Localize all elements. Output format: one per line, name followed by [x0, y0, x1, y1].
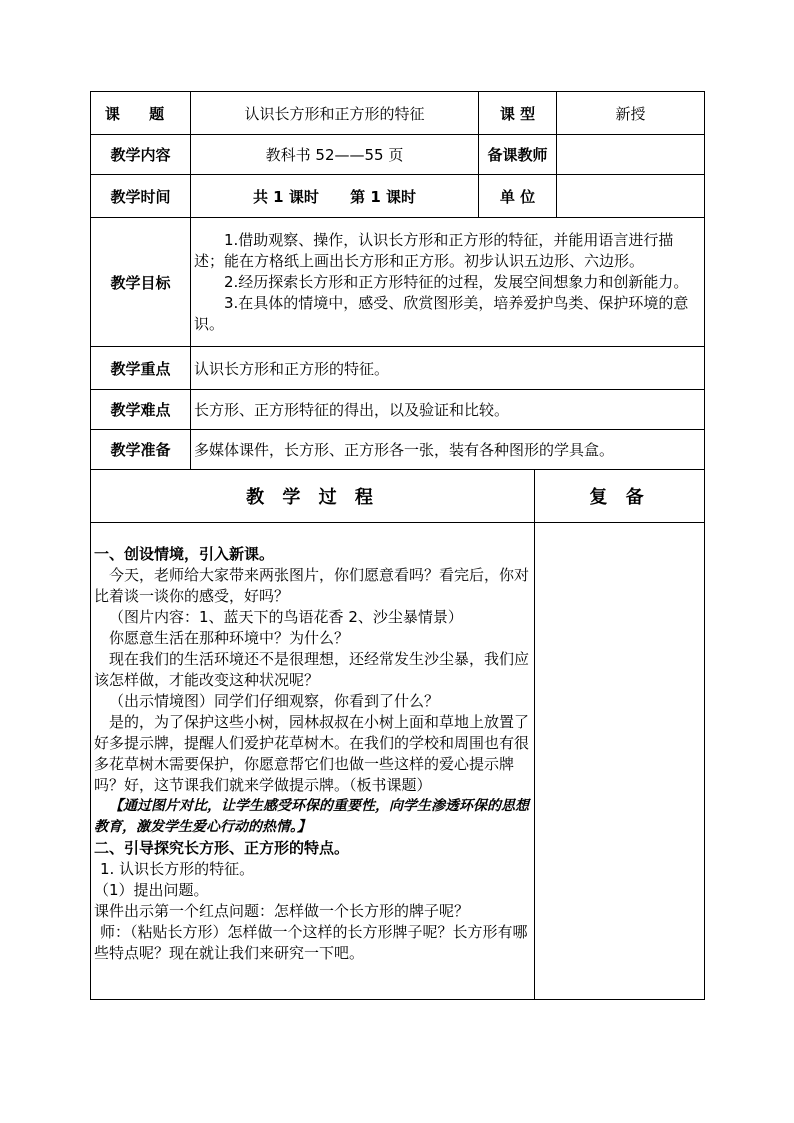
row-preparation	[91, 430, 705, 470]
review-content	[535, 523, 705, 1000]
goal-item-3: 3.在具体的情境中，感受、欣赏图形美，培养爱护鸟类、保护环境的意识。	[194, 293, 689, 333]
process-paragraph: （出示情境图）同学们仔细观察，你看到了什么？	[109, 692, 440, 710]
process-paragraph: （1）提出问题。	[94, 881, 209, 899]
difficulty-value: 长方形、正方形特征的得出，以及验证和比较。	[191, 390, 705, 430]
goal-item-2: 2.经历探索长方形和正方形特征的过程，发展空间想象力和创新能力。	[224, 272, 689, 291]
teacher-label: 备课教师	[479, 135, 557, 175]
process-paragraph: 1. 认识长方形的特征。	[100, 860, 255, 878]
content-value: 教科书 52——55 页	[191, 135, 479, 175]
difficulty-label: 教学难点	[91, 390, 191, 430]
section2-title: 二、引导探究长方形、正方形的特点。	[94, 839, 350, 857]
section1-title: 一、创设情境，引入新课。	[94, 545, 275, 563]
lesson-plan-table	[90, 91, 705, 1000]
row-key-point	[91, 347, 705, 390]
process-paragraph: 师：（粘贴长方形）怎样做一个这样的长方形牌子呢？长方形有哪些特点呢？现在就让我们来研究一下吧。	[94, 923, 528, 962]
key-point-value: 认识长方形和正方形的特征。	[191, 347, 705, 390]
goals-label: 教学目标	[91, 218, 191, 347]
preparation-value: 多媒体课件，长方形、正方形各一张，装有各种图形的学具盒。	[191, 430, 705, 470]
process-paragraph: 你愿意生活在那种环境中？为什么？	[109, 629, 350, 647]
time-label: 教学时间	[91, 175, 191, 218]
row-process	[91, 523, 705, 1000]
key-point-label: 教学重点	[91, 347, 191, 390]
type-label: 课 型	[479, 92, 557, 135]
unit-label: 单 位	[479, 175, 557, 218]
process-paragraph: 现在我们的生活环境还不是很理想，还经常发生沙尘暴，我们应该怎样做，才能改变这种状况呢？	[94, 650, 530, 689]
row-topic	[91, 92, 705, 135]
content-label: 教学内容	[91, 135, 191, 175]
review-header: 复 备	[535, 470, 705, 523]
process-content	[91, 523, 535, 1000]
topic-label: 课 题	[91, 92, 191, 135]
goals-content	[191, 218, 705, 347]
topic-value: 认识长方形和正方形的特征	[191, 92, 479, 135]
teacher-value	[557, 135, 705, 175]
process-paragraph: 今天，老师给大家带来两张图片，你们愿意看吗？看完后，你对比着谈一谈你的感受，好吗？	[94, 566, 530, 605]
process-paragraph: 是的，为了保护这些小树，园林叔叔在小树上面和草地上放置了好多提示牌，提醒人们爱护花草树木。在我们的学校和周围也有很多花草树木需要保护，你愿意帮它们也做一些这样的爱心提示牌吗？好，这节课我们就来学做提示牌。（板书课题）	[94, 713, 530, 794]
row-goals	[91, 218, 705, 347]
row-content	[91, 135, 705, 175]
unit-value	[557, 175, 705, 218]
teaching-note: 【通过图片对比，让学生感受环保的重要性，向学生渗透环保的思想教育，激发学生爱心行动的热情。】	[94, 798, 529, 835]
row-difficulty	[91, 390, 705, 430]
time-value: 共 1 课时 第 1 课时	[191, 175, 479, 218]
type-value: 新授	[557, 92, 705, 135]
row-time	[91, 175, 705, 218]
preparation-label: 教学准备	[91, 430, 191, 470]
goal-item-1: 1.借助观察、操作，认识长方形和正方形的特征，并能用语言进行描述；能在方格纸上画出长方形和正方形。初步认识五边形、六边形。	[194, 230, 674, 270]
row-process-header	[91, 470, 705, 523]
process-paragraph: 课件出示第一个红点问题：怎样做一个长方形的牌子呢？	[94, 902, 470, 920]
process-paragraph: （图片内容：1、蓝天下的鸟语花香 2、沙尘暴情景）	[109, 608, 463, 626]
lesson-plan-document	[90, 91, 704, 1000]
process-header: 教 学 过 程	[91, 470, 535, 523]
